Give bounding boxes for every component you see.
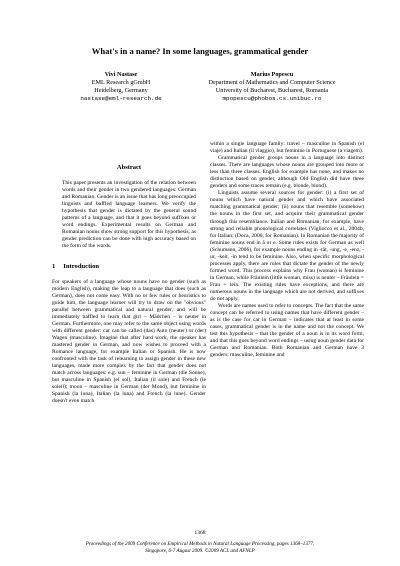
body-paragraph: Words are names used to refer to concepts. The fact that the same concept can be referred to using names that have different gender – as is the case for car in German – indicates that at least in some cases, grammatical gender is in the name and not the concept. We test this hypothesis – that the gender of a noun is in its word form, and that this goes beyond word endings – using noun gender data for German and Romanian. Both Romanian and German have 3 genders: masculine, feminine and xyxy=(210,303,364,359)
footer-line: Singapore, 6-7 August 2009. ©2009 ACL and AFNLP xyxy=(145,547,255,554)
author-email: mpopescu@phobos.cs.unibuc.ro xyxy=(222,94,322,102)
author-block-2 xyxy=(182,71,362,103)
body-paragraph: Linguists assume several sources for gender: (i) a first set of nouns which have natural gender and which have associated matching grammatical gender; (ii) nouns that resemble (somehow) the nouns in the first set, and acquire their grammatical gender through this resemblance. Italian and Romanian, for example, have strong and reliable phonological correlates (Vigliocco et al., 2004b, for Italian; (Doca, 2000, for Romanian). In Romanian the majority of feminine nouns end in ă or e. Some rules exists for German as well (Schumann, 2006), for example nouns ending in -tät, -ung, -e, -enz, -ur, -keit, -in tend to be feminine. Also, when specific morphological processes apply, there are rules that dictate the gender of the newly formed word. This process explains why Frau (woman) is feminine in German, while Fräulein (little woman, miss) is neuter – Fräulein = Frau + lein. The existing rules have exceptions, and there are numerous nouns in the language which are not derived, and suffixes do not apply. xyxy=(210,190,364,303)
left-column xyxy=(52,166,206,405)
body-paragraph: Grammatical gender groups nouns in a language into distinct classes. There are languages whose nouns are grouped into more or less than three classes. English for example has none, and makes no distinction based on gender, although Old English did have three genders and some traces remain (e.g. blonde, blond). xyxy=(210,155,364,190)
footer-line: Proceedings of the 2009 Conference on Empirical Methods in Natural Language Processing, pages 1368–1377, xyxy=(85,541,315,547)
body-paragraph: within a single language family: travel – masculine in Spanish (el viaje) and Italian (il viaggio), but feminine in Portuguese (a viagem). xyxy=(210,141,364,155)
page-number: 1368 xyxy=(194,530,206,536)
author-affiliation: EML Research gGmbH xyxy=(91,78,151,86)
author-name: Vivi Nastase xyxy=(104,71,138,78)
abstract-text: This paper presents an investigation of the relation between words and their gender in two gendered languages: German and Romanian. Gender is an issue that has long preoccupied linguists and baffled language learners. We verify the hypothesis that gender is dictated by the general sound patterns of a language, and that it goes beyond suffixes or word endings. Experimental results on German and Romanian nouns show strong support for this hypothesis, as gender prediction can be done with high accuracy based on the form of the words. xyxy=(62,180,196,250)
section-title: Introduction xyxy=(63,262,100,270)
author-block-1 xyxy=(66,71,176,103)
intro-paragraph: For speakers of a language whose nouns have no gender (such as modern English), making the leap to a language that does (such as German), does not come easy. With no or few rules or heuristics to guide him, the language learner will try to draw on the "obvious" parallel between grammatical and natural gender, and will be immediately baffled to learn that girl – Mädchen – is neuter in German. Furthermore, one may refer to the same object using words with different gender: car can be called (das) Auto (neuter) or (der) Wagen (masculine). Imagine that after hard work, the speaker has mastered gender in German, and now wishes to proceed with a Romance language, for example Italian or Spanish. He is now confronted with the task of relearning to assign gender in these new languages, made more complex by the fact that gender does not match across languages: e.g. sun – feminine in German (die Sonne), but masculine in Spanish (el sol), Italian (il sole) and French (le soleil); moon – masculine in German (der Mond), but feminine in Spanish (la luna), Italian (la luna) and French (la lune). Gender doesn't even match xyxy=(52,278,206,405)
author-location: University of Bucharest, Bucharest, Romania xyxy=(215,86,329,94)
right-column xyxy=(210,141,364,359)
abstract-body xyxy=(52,180,206,250)
proceedings-footer xyxy=(40,541,360,554)
paper-title: What's in a name? In some languages, grammatical gender xyxy=(91,46,309,56)
author-name: Marius Popescu xyxy=(250,71,294,78)
author-affiliation: Department of Mathematics and Computer Science xyxy=(208,78,336,86)
section-number: 1 xyxy=(52,262,56,270)
author-email: nastase@eml-research.de xyxy=(80,94,162,102)
section-heading xyxy=(52,263,206,270)
author-location: Heidelberg, Germany xyxy=(94,86,148,94)
abstract-heading: Abstract xyxy=(116,164,142,171)
